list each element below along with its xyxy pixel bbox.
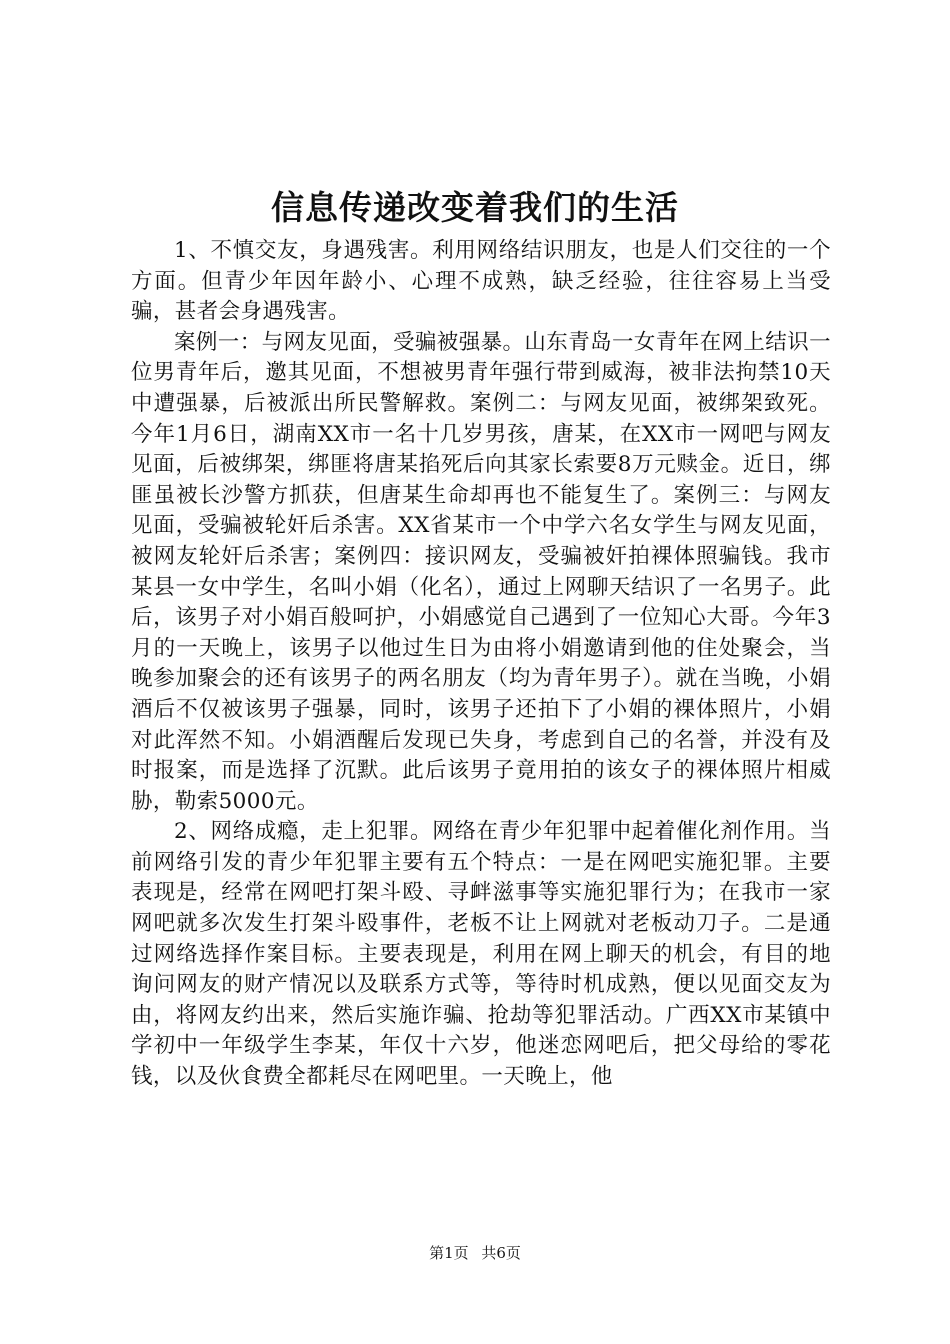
page-number: 第1页 — [429, 1244, 469, 1262]
paragraph-2: 案例一：与网友见面，受骗被强暴。山东青岛一女青年在网上结识一位男青年后，邀其见面，不想被男青年强行带到威海，被非法拘禁10天中遭强暴，后被派出所民警解救。案例二：与网友见面，被绑架致死。今年1月6日，湖南XX市一名十几岁男孩，唐某，在XX市一网吧与网友见面，后被绑架，绑匪将唐某掐死后向其家长索要8万元赎金。近日，绑匪虽被长沙警方抓获，但唐某生命却再也不能复生了。案例三：与网友见面，受骗被轮奸后杀害。XX省某市一个中学六名女学生与网友见面，被网友轮奸后杀害；案例四：接识网友，受骗被奸拍裸体照骗钱。我市某县一女中学生，名叫小娟（化名），通过上网聊天结识了一名男子。此后，该男子对小娟百般呵护，小娟感觉自己遇到了一位知心大哥。今年3月的一天晚上，该男子以他过生日为由将小娟邀请到他的住处聚会，当晚参加聚会的还有该男子的两名朋友（均为青年男子）。就在当晚，小娟酒后不仅被该男子强暴，同时，该男子还拍下了小娟的裸体照片，小娟对此浑然不知。小娟酒醒后发现已失身，考虑到自己的名誉，并没有及时报案，而是选择了沉默。此后该男子竟用拍的该女子的裸体照片相威胁，勒索5000元。 — [131, 329, 832, 814]
page-total: 共6页 — [481, 1244, 521, 1262]
paragraph-3: 2、网络成瘾，走上犯罪。网络在青少年犯罪中起着催化剂作用。当前网络引发的青少年犯罪主要有五个特点：一是在网吧实施犯罪。主要表现是，经常在网吧打架斗殴、寻衅滋事等实施犯罪行为；在我市一家网吧就多次发生打架斗殴事件，老板不让上网就对老板动刀子。二是通过网络选择作案目标。主要表现是，利用在网上聊天的机会，有目的地询问网友的财产情况以及联系方式等，等待时机成熟，便以见面交友为由，将网友约出来，然后实施诈骗、抢劫等犯罪活动。广西XX市某镇中学初中一年级学生李某，年仅十六岁，他迷恋网吧后，把父母给的零花钱，以及伙食费全都耗尽在网吧里。一天晚上，他 — [131, 819, 831, 1090]
document-title: 信息传递改变着我们的生活 — [271, 188, 679, 227]
paragraph-1: 1、不慎交友，身遇残害。利用网络结识朋友，也是人们交往的一个方面。但青少年因年龄小、心理不成熟，缺乏经验，往往容易上当受骗，甚者会身遇残害。 — [131, 238, 831, 325]
document-body — [131, 236, 831, 1093]
page-footer — [0, 1243, 950, 1263]
